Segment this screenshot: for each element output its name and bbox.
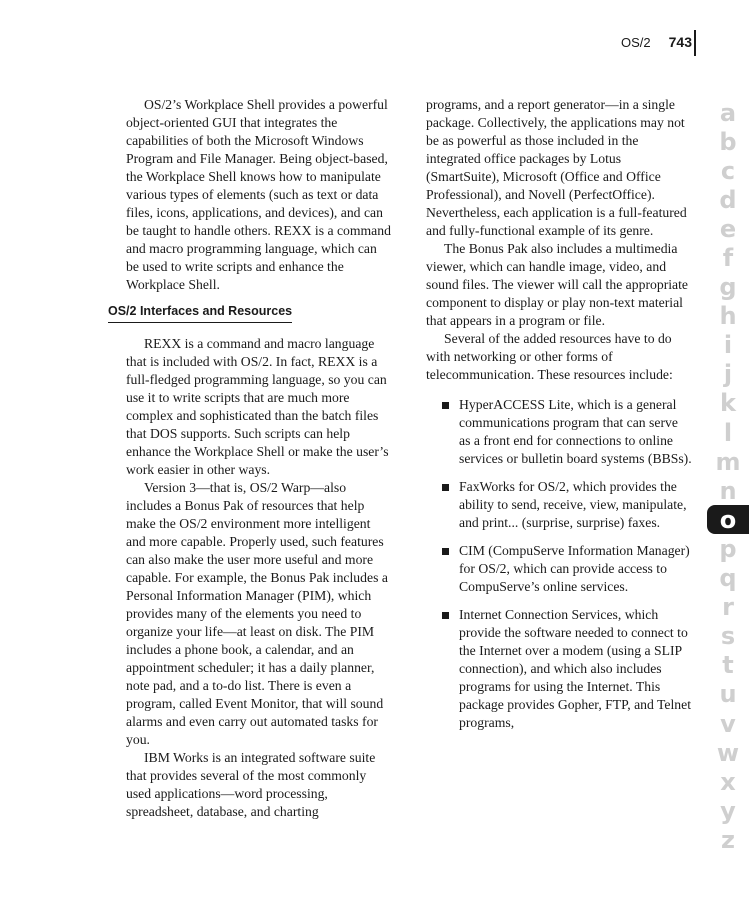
bullet-icon (442, 402, 449, 409)
list-item-text: Internet Connection Services, which provide the software needed to connect to the Internet over a modem (using a SLIP connection), and which also includes programs for using the Internet. This package provides Gopher, FTP, and Telnet programs, (459, 607, 692, 730)
thumb-tab-f: f (722, 244, 734, 273)
thumb-tab-t: t (722, 651, 734, 680)
paragraph: Version 3—that is, OS/2 Warp—also includes a Bonus Pak of resources that help make the OS/2 environment more intelligent and more capable. Properly used, such features can also make the user more useful and more capable. For example, the Bonus Pak includes a Personal Information Manager (PIM), which provides many of the elements you need to organize your life—at least on disk. The PIM includes a phone book, a calendar, and an appointment scheduler; it has a daily planner, note pad, and a to-do list. There is even a program, called Event Monitor, that will sound alarms and even carry out automated tasks for you. (126, 480, 388, 747)
list-item-text: HyperACCESS Lite, which is a general communications program that can serve as a front end for connections to online services or bulletin board systems (BBSs). (459, 397, 692, 466)
thumb-tab-e: e (719, 214, 737, 243)
running-header (621, 34, 692, 50)
thumb-tab-j: j (723, 360, 733, 389)
thumb-tab-a: a (719, 98, 737, 127)
list-item (426, 542, 692, 596)
thumb-tab-n: n (719, 476, 737, 505)
resource-list (426, 396, 692, 732)
thumb-tab-s: s (720, 622, 736, 651)
thumb-tab-h: h (719, 302, 737, 331)
thumb-tab-o: o (707, 505, 749, 534)
paragraph: IBM Works is an integrated software suite that provides several of the most commonly used applications—word processing, spreadsheet, database, and charting (126, 750, 376, 819)
paragraph: REXX is a command and macro language that is included with OS/2. In fact, REXX is a full-fledged programming language, so you can use it to write scripts that are much more complex and sophisticated than the batch files that DOS supports. Such scripts can help enhance the Workplace Shell or make the user’s work easier in other ways. (126, 336, 389, 477)
thumb-tab-r: r (722, 593, 734, 622)
thumb-tab-q: q (719, 564, 737, 593)
list-item (426, 606, 692, 732)
thumb-tab-u: u (719, 680, 737, 709)
thumb-tab-d: d (719, 185, 737, 214)
bullet-icon (442, 484, 449, 491)
thumb-tab-k: k (720, 389, 736, 418)
thumb-tab-i: i (723, 331, 733, 360)
page-number: 743 (668, 34, 692, 50)
thumb-tab-y: y (720, 796, 736, 825)
list-item-text: CIM (CompuServe Information Manager) for OS/2, which can provide access to CompuServe’s online services. (459, 543, 690, 594)
paragraph: Several of the added resources have to do with networking or other forms of telecommunication. These resources include: (426, 331, 673, 382)
bullet-icon (442, 612, 449, 619)
section-title: OS/2 (621, 34, 651, 50)
thumb-tab-c: c (720, 156, 736, 185)
section-heading: OS/2 Interfaces and Resources (108, 304, 292, 323)
list-item-text: FaxWorks for OS/2, which provides the ability to send, receive, view, manipulate, and print... (surprise, surprise) faxes. (459, 479, 687, 530)
thumb-tab-x: x (720, 767, 736, 796)
left-column (108, 96, 392, 821)
paragraph: OS/2’s Workplace Shell provides a powerful object-oriented GUI that integrates the capabilities of both the Microsoft Windows Program and File Manager. Being object-based, the Workplace Shell knows how to manipulate various types of elements (such as text or data files, icons, applications, and devices), and can be taught to handle others. REXX is a command and macro programming language, which can be used to write scripts and enhance the Workplace Shell. (126, 97, 391, 292)
thumb-tab-l: l (723, 418, 733, 447)
list-item (426, 478, 692, 532)
thumb-tab-m: m (715, 447, 741, 476)
thumb-tab-z: z (721, 825, 735, 854)
thumb-tab-p: p (719, 534, 737, 563)
thumb-tab-w: w (716, 738, 740, 767)
thumb-index (707, 98, 749, 854)
thumb-tab-g: g (719, 273, 737, 302)
thumb-tab-b: b (719, 127, 737, 156)
bullet-icon (442, 548, 449, 555)
paragraph: programs, and a report generator—in a single package. Collectively, the applications may not be as powerful as those included in the integrated office packages by Lotus (SmartSuite), Microsoft (Office and Office Professional), and Novell (PerfectOffice). Nevertheless, each application is a full-featured and fully-functional example of its genre. (426, 97, 687, 238)
paragraph: The Bonus Pak also includes a multimedia viewer, which can handle image, video, and sound files. The viewer will call the appropriate component to display or play non-text material that appears in a program or file. (426, 241, 689, 328)
thumb-tab-v: v (720, 709, 736, 738)
list-item (426, 396, 692, 468)
right-column (426, 96, 692, 742)
header-rule (694, 30, 696, 56)
